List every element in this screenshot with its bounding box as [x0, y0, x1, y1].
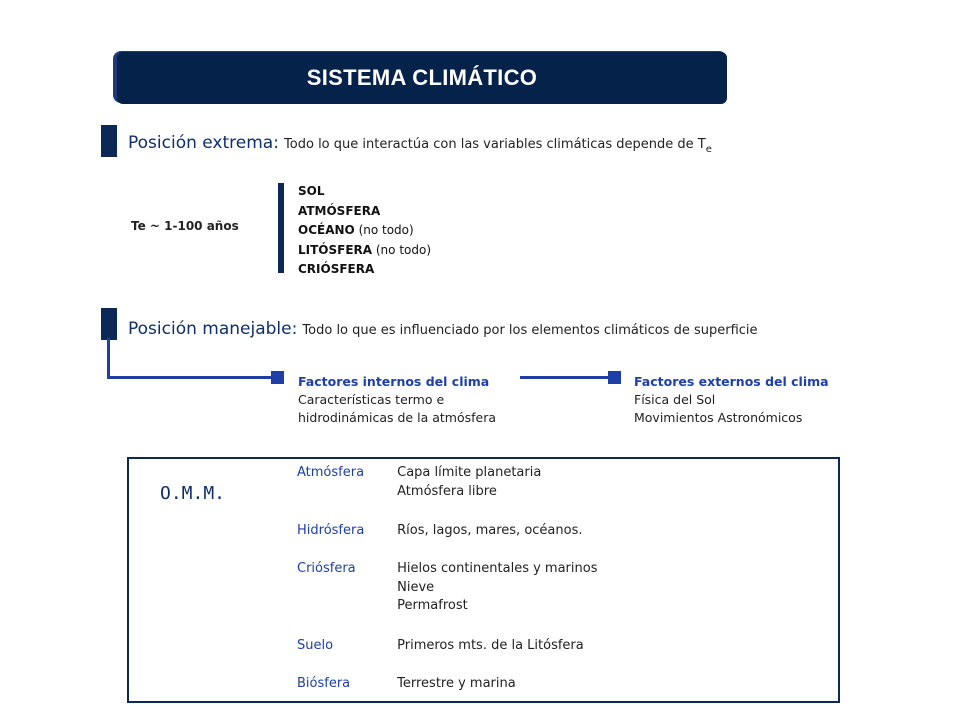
- omm-row: [297, 522, 583, 541]
- section-manejable: [128, 319, 758, 339]
- te-label: Te ~ 1-100 años: [131, 219, 239, 233]
- connector-internal-external: [520, 376, 614, 379]
- omm-row: [297, 675, 516, 694]
- page-title: SISTEMA CLIMÁTICO: [306, 65, 538, 90]
- external-factors-line: Movimientos Astronómicos: [634, 410, 803, 425]
- omm-row: [297, 464, 541, 501]
- omm-definitions: Hielos continentales y marinos Nieve Permafrost: [397, 561, 598, 613]
- component-item: OCÉANO (no todo): [298, 223, 414, 237]
- section-extrema-description: Todo lo que interactúa con las variables climáticas depende de T: [284, 137, 706, 152]
- external-factors-heading: Factores externos del clima: [634, 374, 829, 389]
- omm-term: Biósfera: [297, 676, 351, 691]
- components-bar: [278, 183, 284, 273]
- internal-factors: [298, 373, 496, 427]
- bullet-square-external: [608, 371, 621, 384]
- omm-term: Suelo: [297, 638, 334, 653]
- external-factors-line: Física del Sol: [634, 392, 716, 407]
- omm-row: [297, 560, 597, 616]
- bullet-square-internal: [271, 371, 284, 384]
- omm-row: [297, 637, 584, 656]
- connector-vertical: [107, 338, 110, 379]
- component-item: SOL: [298, 184, 325, 198]
- section-manejable-description: Todo lo que es influenciado por los elementos climáticos de superficie: [302, 323, 758, 338]
- internal-factors-heading: Factores internos del clima: [298, 374, 490, 389]
- internal-factors-line: hidrodinámicas de la atmósfera: [298, 410, 496, 425]
- omm-term: Atmósfera: [297, 465, 365, 480]
- internal-factors-line: Características termo e: [298, 392, 445, 407]
- section-marker-manejable: [101, 308, 117, 340]
- omm-definitions: Ríos, lagos, mares, océanos.: [397, 523, 583, 538]
- component-item: CRIÓSFERA: [298, 262, 375, 276]
- connector-horizontal: [107, 376, 275, 379]
- component-item: LITÓSFERA (no todo): [298, 242, 432, 257]
- component-item: ATMÓSFERA: [298, 203, 381, 218]
- section-manejable-heading: Posición manejable:: [128, 319, 298, 339]
- te-subscript: e: [705, 144, 712, 155]
- section-extrema: [128, 133, 712, 155]
- omm-definitions: Primeros mts. de la Litósfera: [397, 638, 584, 653]
- omm-title: O.M.M.: [160, 483, 226, 504]
- components-list: [298, 182, 431, 280]
- section-extrema-heading: Posición extrema:: [128, 133, 279, 153]
- omm-term: Hidrósfera: [297, 523, 365, 538]
- title-bar: [117, 52, 727, 104]
- omm-term: Criósfera: [297, 561, 356, 576]
- external-factors: [634, 373, 829, 427]
- omm-definitions: Terrestre y marina: [397, 676, 516, 691]
- omm-definitions: Capa límite planetaria Atmósfera libre: [397, 465, 542, 499]
- section-marker-extrema: [101, 125, 117, 157]
